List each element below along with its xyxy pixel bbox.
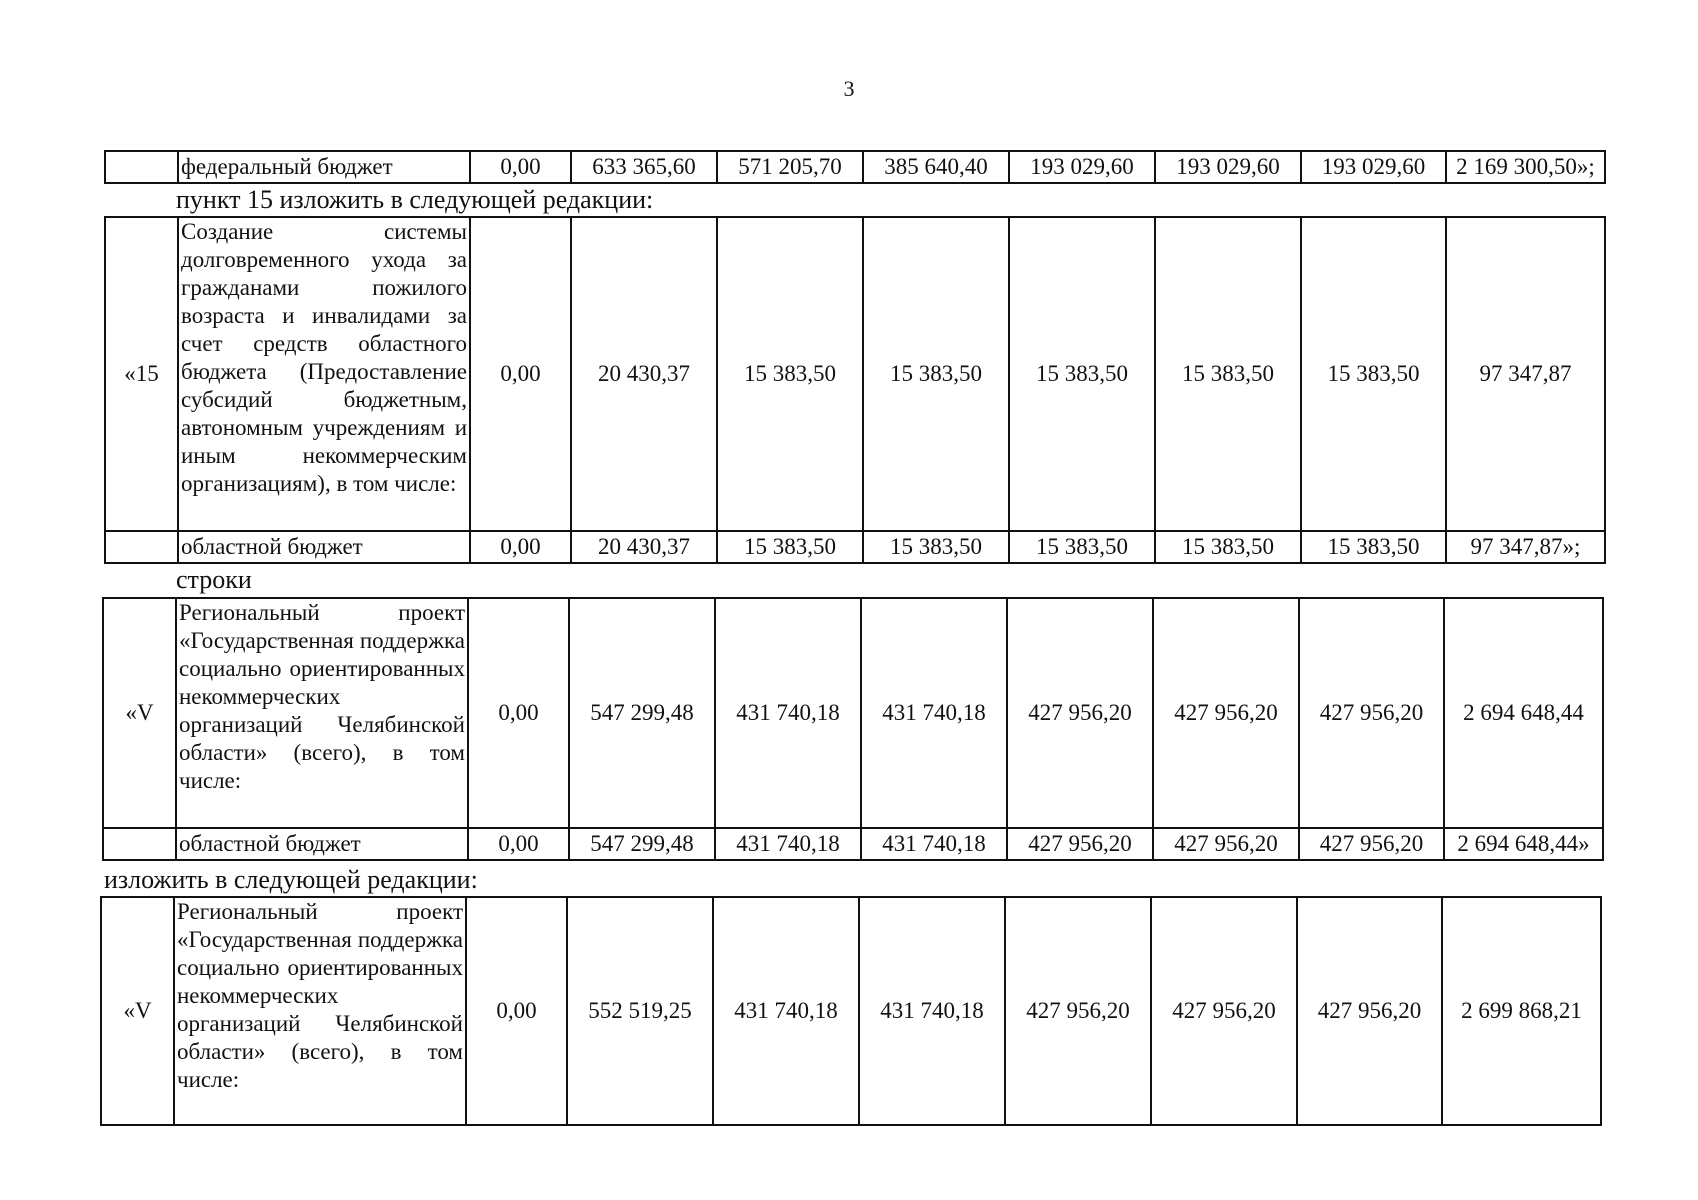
value-cell: 15 383,50 [1009,531,1155,563]
table-row [103,598,1603,828]
row-name: областной бюджет [178,531,470,563]
value-cell: 97 347,87 [1446,217,1605,531]
value-cell: 193 029,60 [1155,151,1301,183]
value-cell: 15 383,50 [1301,217,1446,531]
value-cell: 97 347,87»; [1446,531,1605,563]
value-cell: 15 383,50 [1301,531,1446,563]
row-number [105,531,178,563]
table-regional-project-current [102,597,1604,861]
value-cell: 427 956,20 [1299,828,1444,860]
value-cell: 20 430,37 [571,531,717,563]
value-cell: 427 956,20 [1153,598,1299,828]
value-cell: 431 740,18 [861,828,1007,860]
table-federal-budget [104,150,1606,184]
value-cell: 15 383,50 [1155,531,1301,563]
value-cell: 0,00 [466,897,567,1125]
table-row [105,217,1605,531]
section-heading: пункт 15 изложить в следующей редакции: [176,185,654,214]
value-cell: 0,00 [470,531,571,563]
value-cell: 571 205,70 [717,151,863,183]
value-cell: 431 740,18 [715,598,861,828]
row-number: «V [103,598,176,828]
row-name: областной бюджет [176,828,468,860]
value-cell: 431 740,18 [859,897,1005,1125]
value-cell: 15 383,50 [717,531,863,563]
row-number [105,151,178,183]
row-number: «15 [105,217,178,531]
value-cell: 0,00 [470,151,571,183]
section-heading: строки [176,565,252,594]
value-cell: 193 029,60 [1009,151,1155,183]
value-cell: 193 029,60 [1301,151,1446,183]
row-name: Региональный проект «Государственная поддержка социально ориентированных некоммерческих организаций Челябинской области» (всего), в том числе: [174,897,466,1125]
value-cell: 431 740,18 [713,897,859,1125]
value-cell: 0,00 [468,828,569,860]
value-cell: 15 383,50 [717,217,863,531]
page-number: 3 [843,76,855,101]
value-cell: 15 383,50 [863,531,1009,563]
value-cell: 2 694 648,44» [1444,828,1603,860]
table-row [103,828,1603,860]
value-cell: 552 519,25 [567,897,713,1125]
value-cell: 0,00 [468,598,569,828]
row-name: Создание системы долговременного ухода за гражданами пожилого возраста и инвалидами за счет средств областного бюджета (Предоставление субсидий бюджетным, автономным учреждениям и иным некоммерческим организациям), в том числе: [178,217,470,531]
row-name: Региональный проект «Государственная поддержка социально ориентированных некоммерческих организаций Челябинской области» (всего), в том числе: [176,598,468,828]
value-cell: 2 169 300,50»; [1446,151,1605,183]
value-cell: 431 740,18 [861,598,1007,828]
value-cell: 0,00 [470,217,571,531]
value-cell: 427 956,20 [1153,828,1299,860]
value-cell: 547 299,48 [569,598,715,828]
table-item-15 [104,216,1606,564]
value-cell: 15 383,50 [1009,217,1155,531]
row-number: «V [101,897,174,1125]
table-row [105,531,1605,563]
table-row [101,897,1601,1125]
value-cell: 2 694 648,44 [1444,598,1603,828]
value-cell: 2 699 868,21 [1442,897,1601,1125]
row-number [103,828,176,860]
value-cell: 427 956,20 [1299,598,1444,828]
value-cell: 15 383,50 [863,217,1009,531]
value-cell: 15 383,50 [1155,217,1301,531]
value-cell: 633 365,60 [571,151,717,183]
value-cell: 427 956,20 [1151,897,1297,1125]
value-cell: 20 430,37 [571,217,717,531]
value-cell: 427 956,20 [1005,897,1151,1125]
table-regional-project-new [100,896,1602,1126]
value-cell: 427 956,20 [1297,897,1442,1125]
row-name: федеральный бюджет [178,151,470,183]
table-row [105,151,1605,183]
section-heading: изложить в следующей редакции: [104,865,478,894]
value-cell: 431 740,18 [715,828,861,860]
value-cell: 385 640,40 [863,151,1009,183]
value-cell: 427 956,20 [1007,828,1153,860]
value-cell: 547 299,48 [569,828,715,860]
value-cell: 427 956,20 [1007,598,1153,828]
